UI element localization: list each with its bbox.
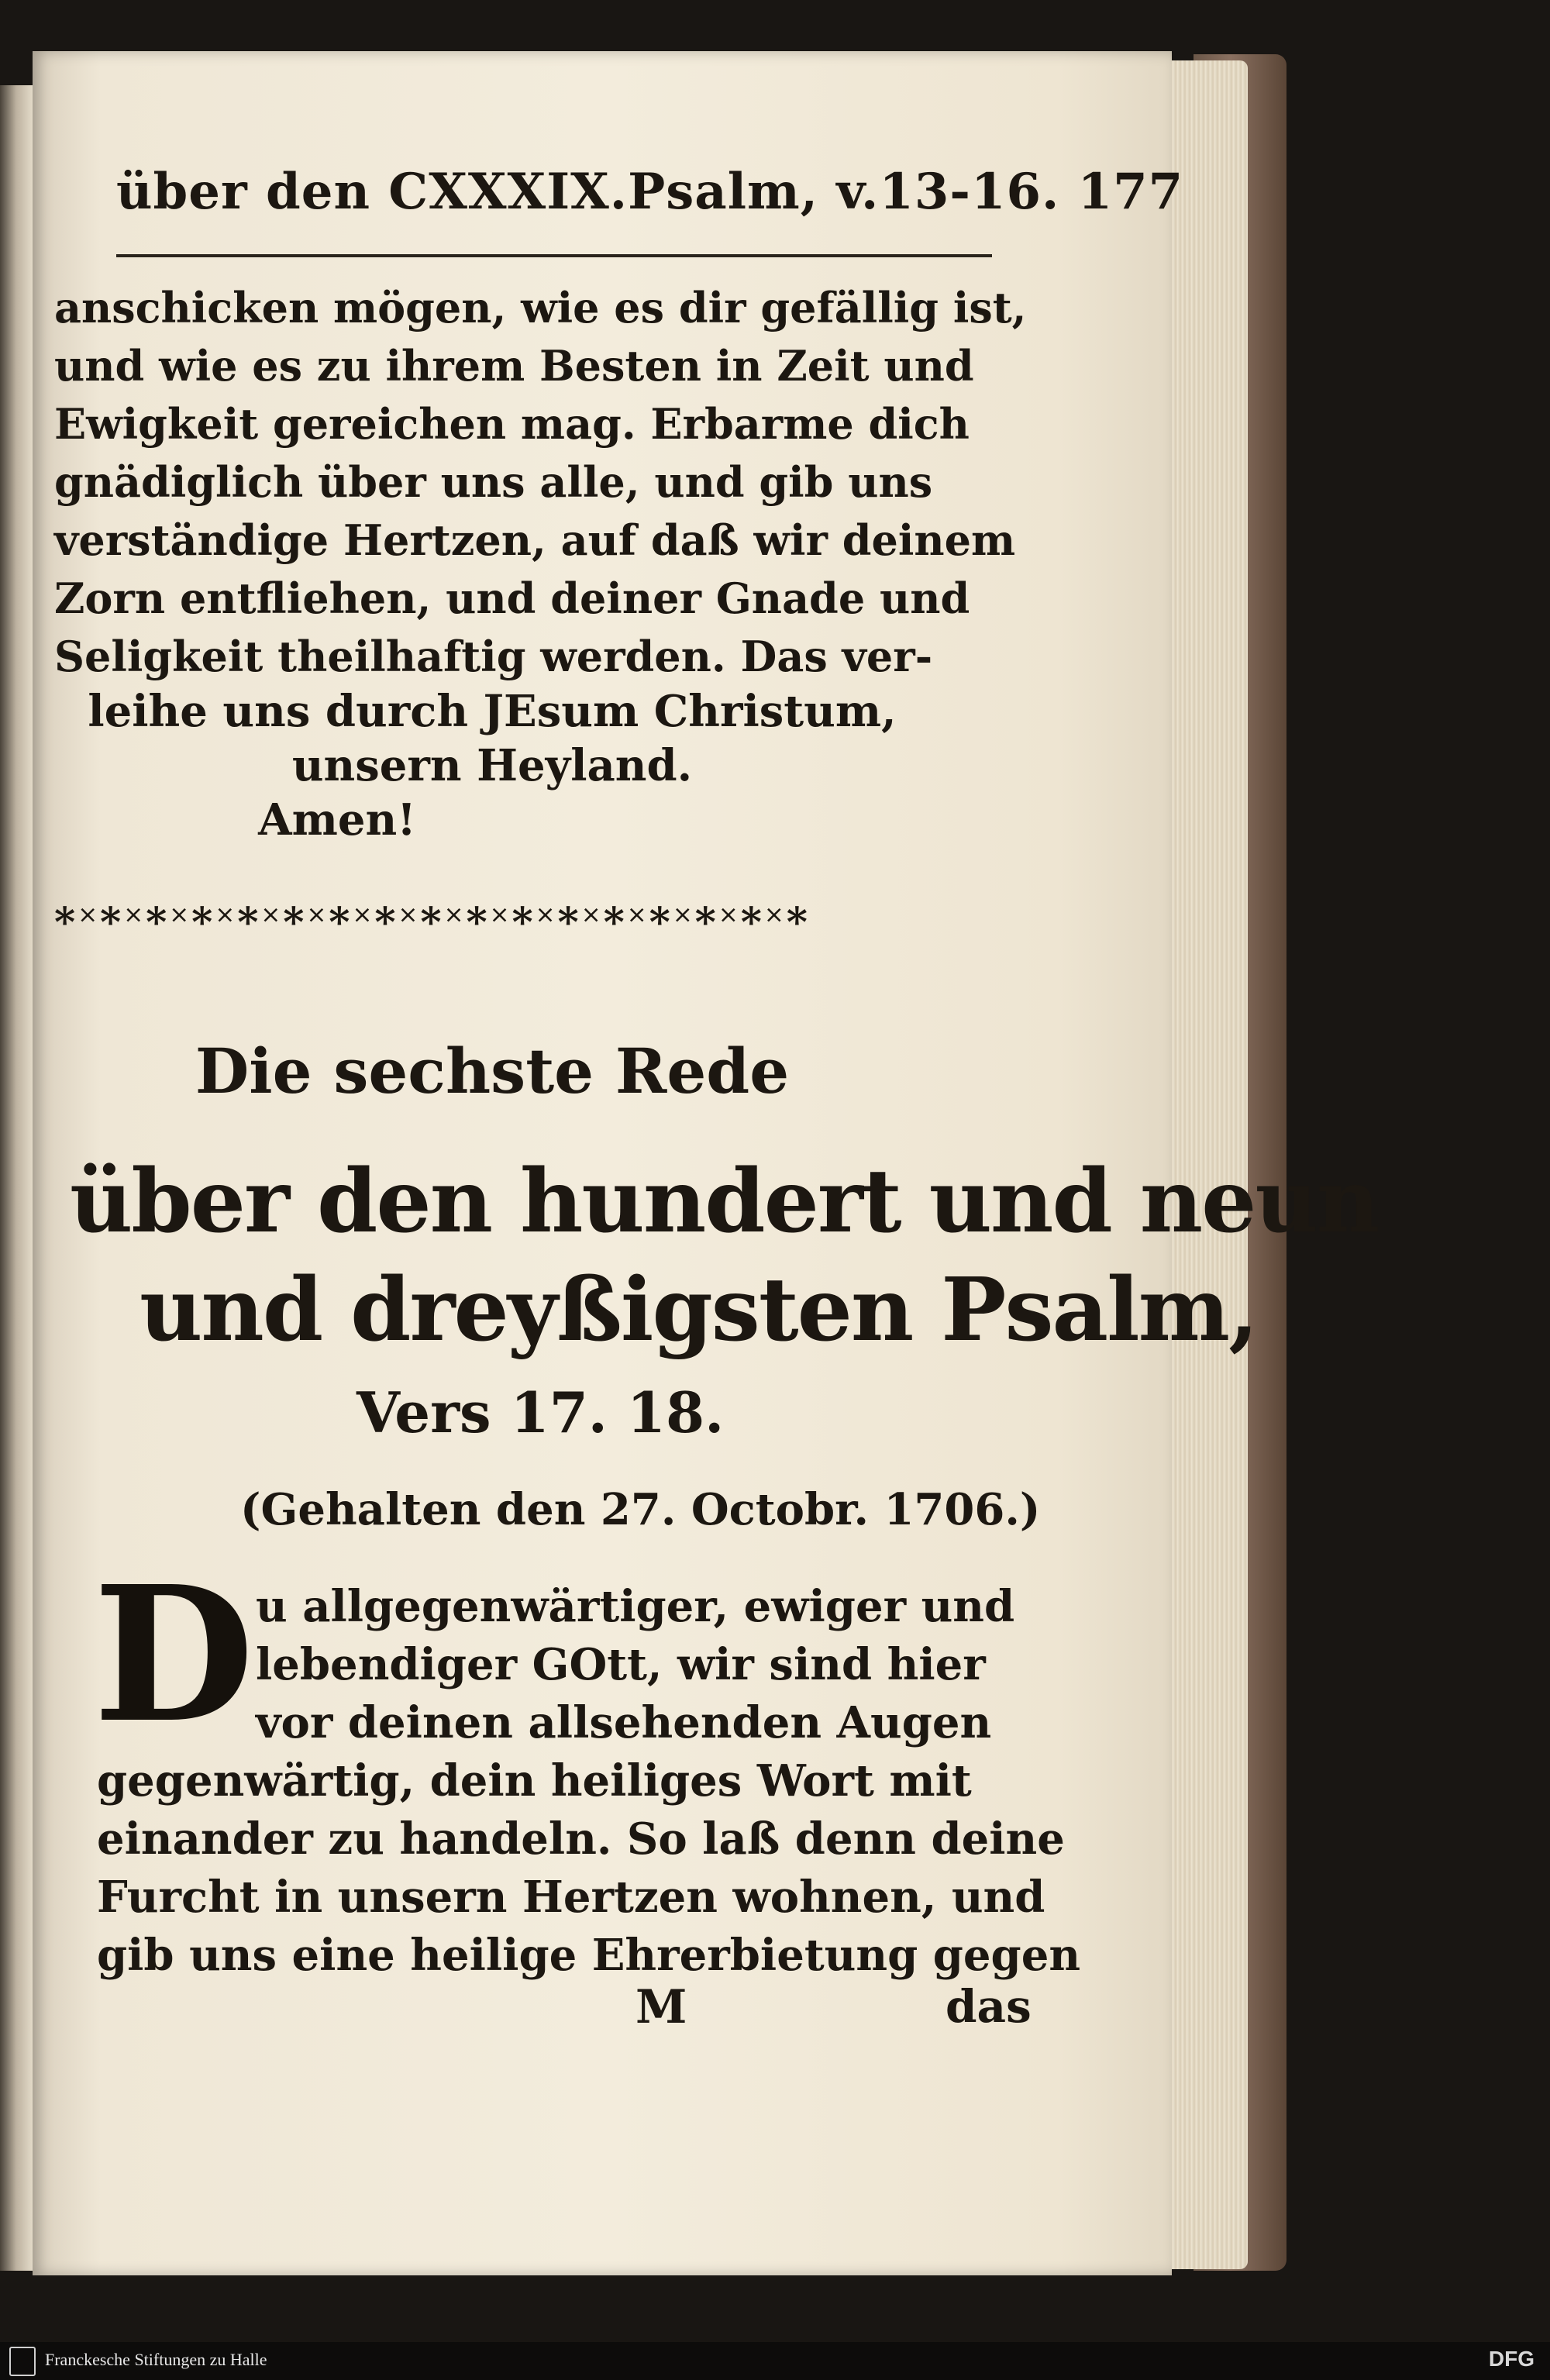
dfg-logo: DFG [1488, 2347, 1534, 2371]
amen-line: Amen! [258, 794, 416, 846]
institution-logo-icon [9, 2347, 36, 2376]
text-line: anschicken mögen, wie es dir gefällig ist, [54, 283, 1027, 332]
left-page-edge [0, 85, 33, 2271]
text-line: lebendiger GOtt, wir sind hier [256, 1639, 986, 1690]
signature-mark: M [636, 1980, 687, 2034]
running-header: über den CXXXIX.Psalm, v.13-16. 177 [116, 163, 1184, 221]
catchword: das [946, 1980, 1032, 2033]
sermon-subtitle-line1: über den hundert und neun [70, 1151, 1379, 1252]
text-line: Furcht in unsern Hertzen wohnen, und [97, 1872, 1045, 1923]
text-line: Seligkeit theilhaftig werden. Das ver- [54, 632, 933, 681]
text-line: gnädiglich über uns alle, und gib uns [54, 457, 933, 507]
text-line-centered: unsern Heyland. [291, 740, 693, 791]
sermon-subtitle-line2: und dreyßigsten Psalm, [140, 1259, 1258, 1361]
ornament-divider: *˟*˟*˟*˟*˟*˟*˟*˟*˟*˟*˟*˟*˟*˟*˟*˟* [54, 899, 812, 946]
text-line: vor deinen allsehenden Augen [256, 1697, 992, 1748]
text-line: Ewigkeit gereichen mag. Erbarme dich [54, 399, 970, 449]
text-line: gegenwärtig, dein heiliges Wort mit [97, 1755, 972, 1807]
text-line: und wie es zu ihrem Besten in Zeit und [54, 341, 974, 391]
date-line: (Gehalten den 27. Octobr. 1706.) [240, 1484, 1041, 1535]
institution-name: Franckesche Stiftungen zu Halle [45, 2350, 267, 2369]
text-line-centered: leihe uns durch JEsum Christum, [88, 686, 897, 737]
text-line: gib uns eine heilige Ehrerbietung gegen [97, 1930, 1081, 1981]
header-rule [116, 254, 992, 257]
text-line: u allgegenwärtiger, ewiger und [256, 1581, 1015, 1632]
text-line: verständige Hertzen, auf daß wir deinem [54, 515, 1016, 565]
text-line: Zorn entfliehen, und deiner Gnade und [54, 573, 970, 623]
verse-reference: Vers 17. 18. [356, 1379, 725, 1445]
sermon-title: Die sechste Rede [195, 1035, 790, 1107]
decorated-initial: D [93, 1545, 255, 1764]
text-line: einander zu handeln. So laß denn deine [97, 1813, 1065, 1865]
